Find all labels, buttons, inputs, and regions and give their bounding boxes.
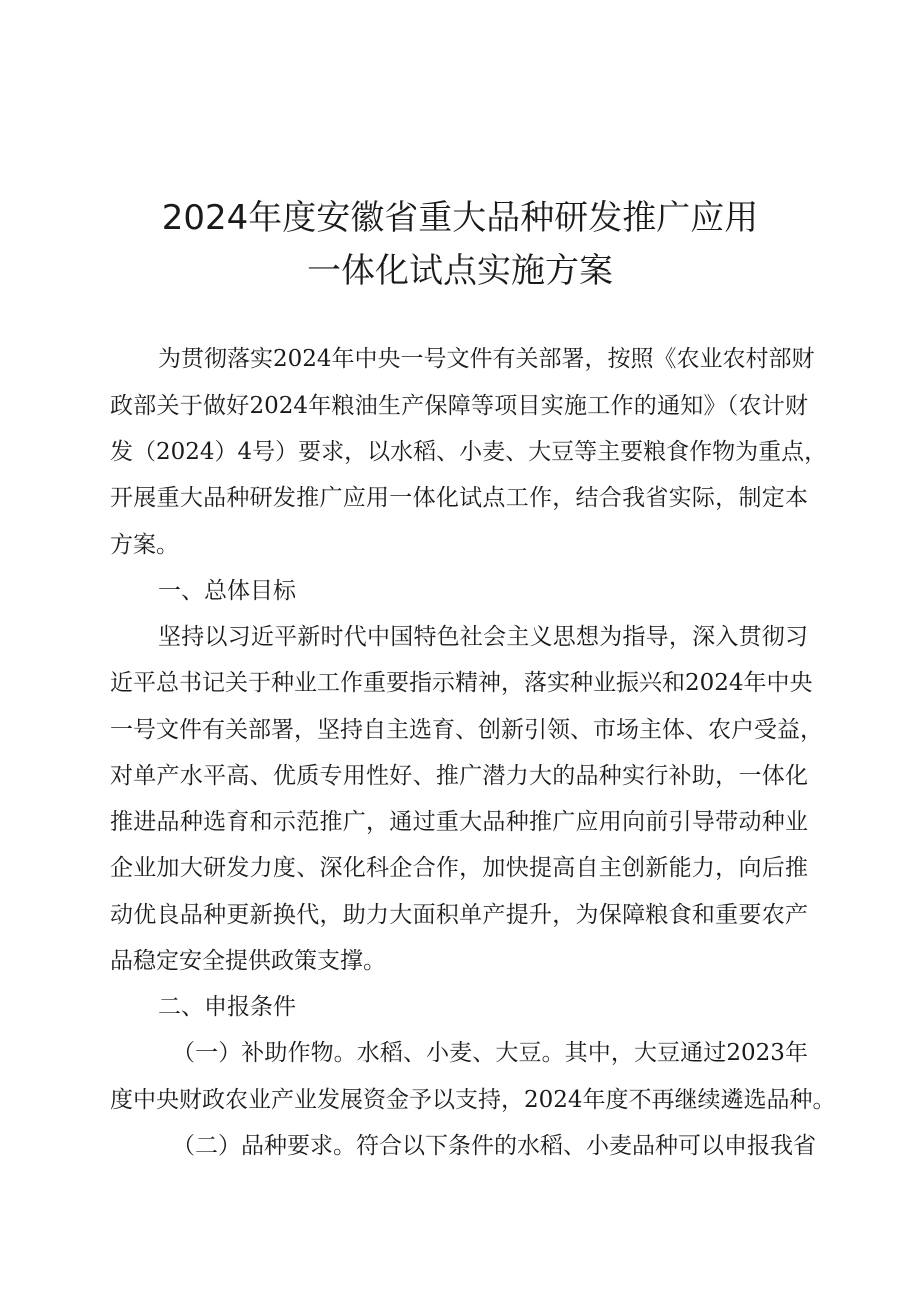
section-heading-application-conditions: 二、申报条件 — [158, 994, 296, 1020]
goal-paragraph-line-3: 一号文件有关部署，坚持自主选育、创新引领、市场主体、农户受益， — [110, 717, 823, 743]
intro-paragraph-line-3: 发（2024）4号）要求，以水稻、小麦、大豆等主要粮食作物为重点， — [110, 439, 828, 465]
intro-paragraph-line-2: 政部关于做好2024年粮油生产保障等项目实施工作的通知》（农计财 — [110, 393, 808, 419]
section-heading-overall-goal: 一、总体目标 — [158, 578, 296, 604]
subsection-crops-line-1: （一）补助作物。水稻、小麦、大豆。其中，大豆通过2023年 — [172, 1040, 808, 1066]
goal-paragraph-line-1: 坚持以习近平新时代中国特色社会主义思想为指导，深入贯彻习 — [158, 624, 808, 650]
document-title-line-1: 2024年度安徽省重大品种研发推广应用 — [161, 198, 759, 238]
goal-paragraph-line-8: 品稳定安全提供政策支撑。 — [110, 948, 386, 974]
goal-paragraph-line-7: 动优良品种更新换代，助力大面积单产提升，为保障粮食和重要农产 — [110, 902, 808, 928]
intro-paragraph-line-1: 为贯彻落实2024年中央一号文件有关部署，按照《农业农村部财 — [158, 346, 815, 372]
document-title-line-2: 一体化试点实施方案 — [307, 251, 613, 291]
goal-paragraph-line-6: 企业加大研发力度、深化科企合作，加快提高自主创新能力，向后推 — [110, 855, 808, 881]
subsection-variety-requirements-line-1: （二）品种要求。符合以下条件的水稻、小麦品种可以申报我省 — [172, 1133, 816, 1159]
goal-paragraph-line-2: 近平总书记关于种业工作重要指示精神，落实种业振兴和2024年中央 — [110, 670, 813, 696]
intro-paragraph-line-5: 方案。 — [110, 532, 179, 558]
goal-paragraph-line-5: 推进品种选育和示范推广，通过重大品种推广应用向前引导带动种业 — [110, 809, 808, 835]
subsection-crops-line-2: 度中央财政农业产业发展资金予以支持，2024年度不再继续遴选品种。 — [110, 1087, 836, 1113]
goal-paragraph-line-4: 对单产水平高、优质专用性好、推广潜力大的品种实行补助，一体化 — [110, 763, 808, 789]
intro-paragraph-line-4: 开展重大品种研发推广应用一体化试点工作，结合我省实际，制定本 — [110, 485, 808, 511]
